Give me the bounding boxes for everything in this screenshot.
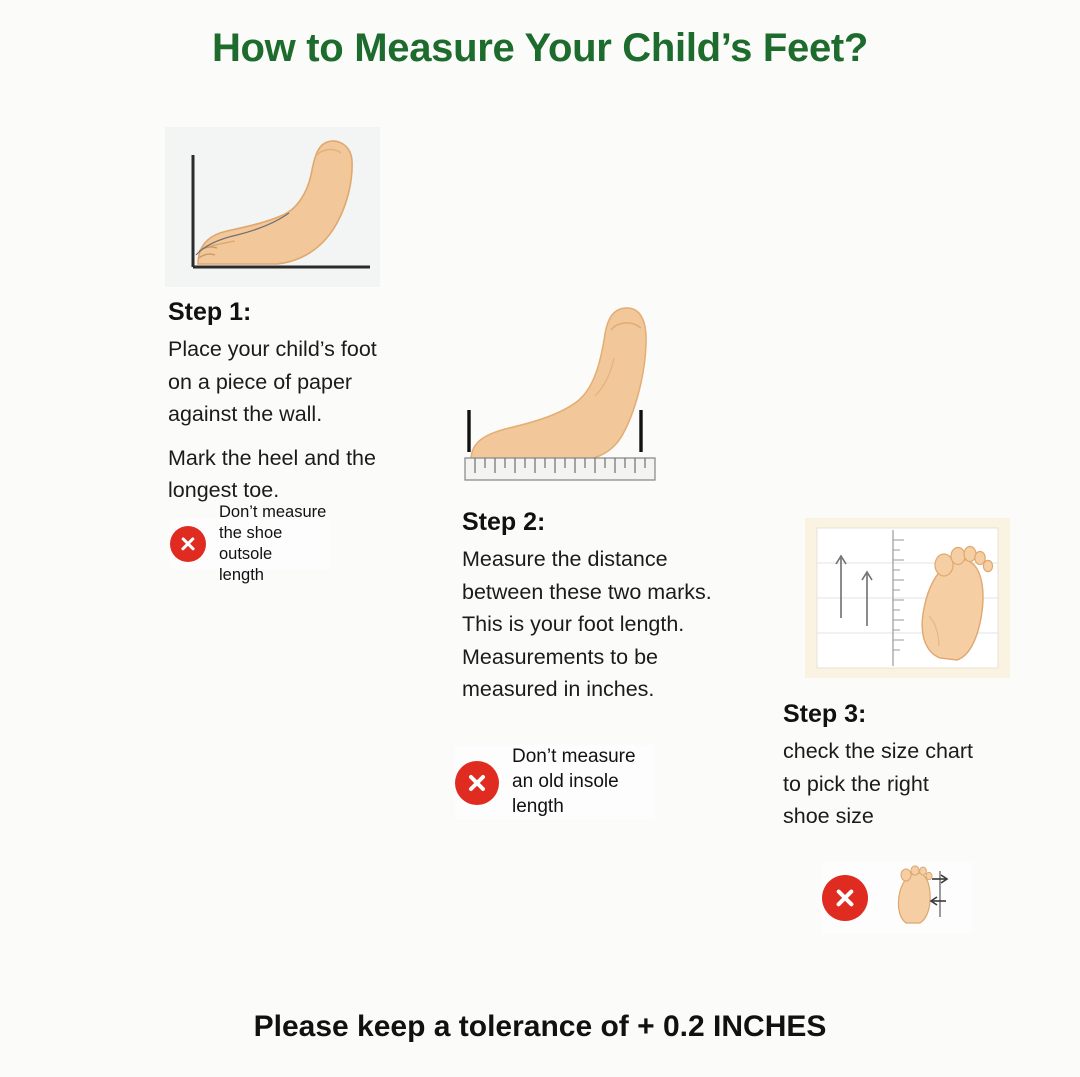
step-1-line-3: against the wall. — [168, 402, 323, 427]
foot-top-view-illustration — [884, 865, 956, 932]
step-3-line-2: to pick the right — [783, 771, 929, 796]
step-1-warning-line-1: Don’t measure — [219, 502, 327, 521]
step-3-line-3: shoe size — [783, 804, 874, 829]
tolerance-note: Please keep a tolerance of + 0.2 INCHES — [253, 1010, 827, 1043]
step-2-line-5: measured in inches. — [462, 677, 655, 702]
foot-against-wall-illustration — [165, 127, 380, 287]
step-1-line-4: Mark the heel and the — [168, 445, 376, 470]
step-2-line-3: This is your foot length. — [462, 612, 685, 637]
step-2-line-4: Measurements to be — [462, 644, 658, 669]
step-1-line-5: longest toe. — [168, 478, 280, 503]
step-3-block — [783, 700, 1033, 834]
step-1-warning-text — [219, 502, 330, 586]
step-1-line-1: Place your child’s foot — [168, 337, 377, 361]
step-2-line-2: between these two marks. — [462, 579, 712, 604]
step-1-warning-line-2: the shoe outsole — [219, 523, 283, 563]
step-2-warning-line-3: length — [512, 795, 564, 817]
step-1-body — [168, 334, 428, 506]
step-3-body — [783, 736, 1033, 832]
cross-icon — [822, 875, 868, 921]
step-2-warning-text — [512, 745, 636, 819]
step-2-warning-line-2: an old insole — [512, 771, 619, 793]
step-1-heading: Step 1: — [168, 298, 252, 326]
cross-icon — [170, 526, 206, 562]
foot-size-chart-illustration — [805, 518, 1010, 678]
step-1-warning-line-3: length — [219, 566, 264, 585]
step-2-line-1: Measure the distance — [462, 547, 668, 571]
step-2-heading: Step 2: — [462, 508, 546, 536]
step-2-warning — [455, 745, 655, 820]
step-2-block — [462, 508, 782, 707]
step-2-warning-line-1: Don’t measure — [512, 746, 636, 768]
step-3-heading: Step 3: — [783, 700, 867, 728]
step-1-line-2: on a piece of paper — [168, 369, 353, 394]
cross-icon — [455, 761, 499, 805]
foot-on-ruler-illustration — [455, 300, 685, 485]
step-1-warning — [170, 502, 330, 585]
step-1-block — [168, 298, 428, 508]
step-3-warning — [822, 862, 972, 934]
step-3-line-1: check the size chart — [783, 739, 974, 763]
page-title: How to Measure Your Child’s Feet? — [211, 26, 869, 70]
step-2-body — [462, 544, 782, 705]
